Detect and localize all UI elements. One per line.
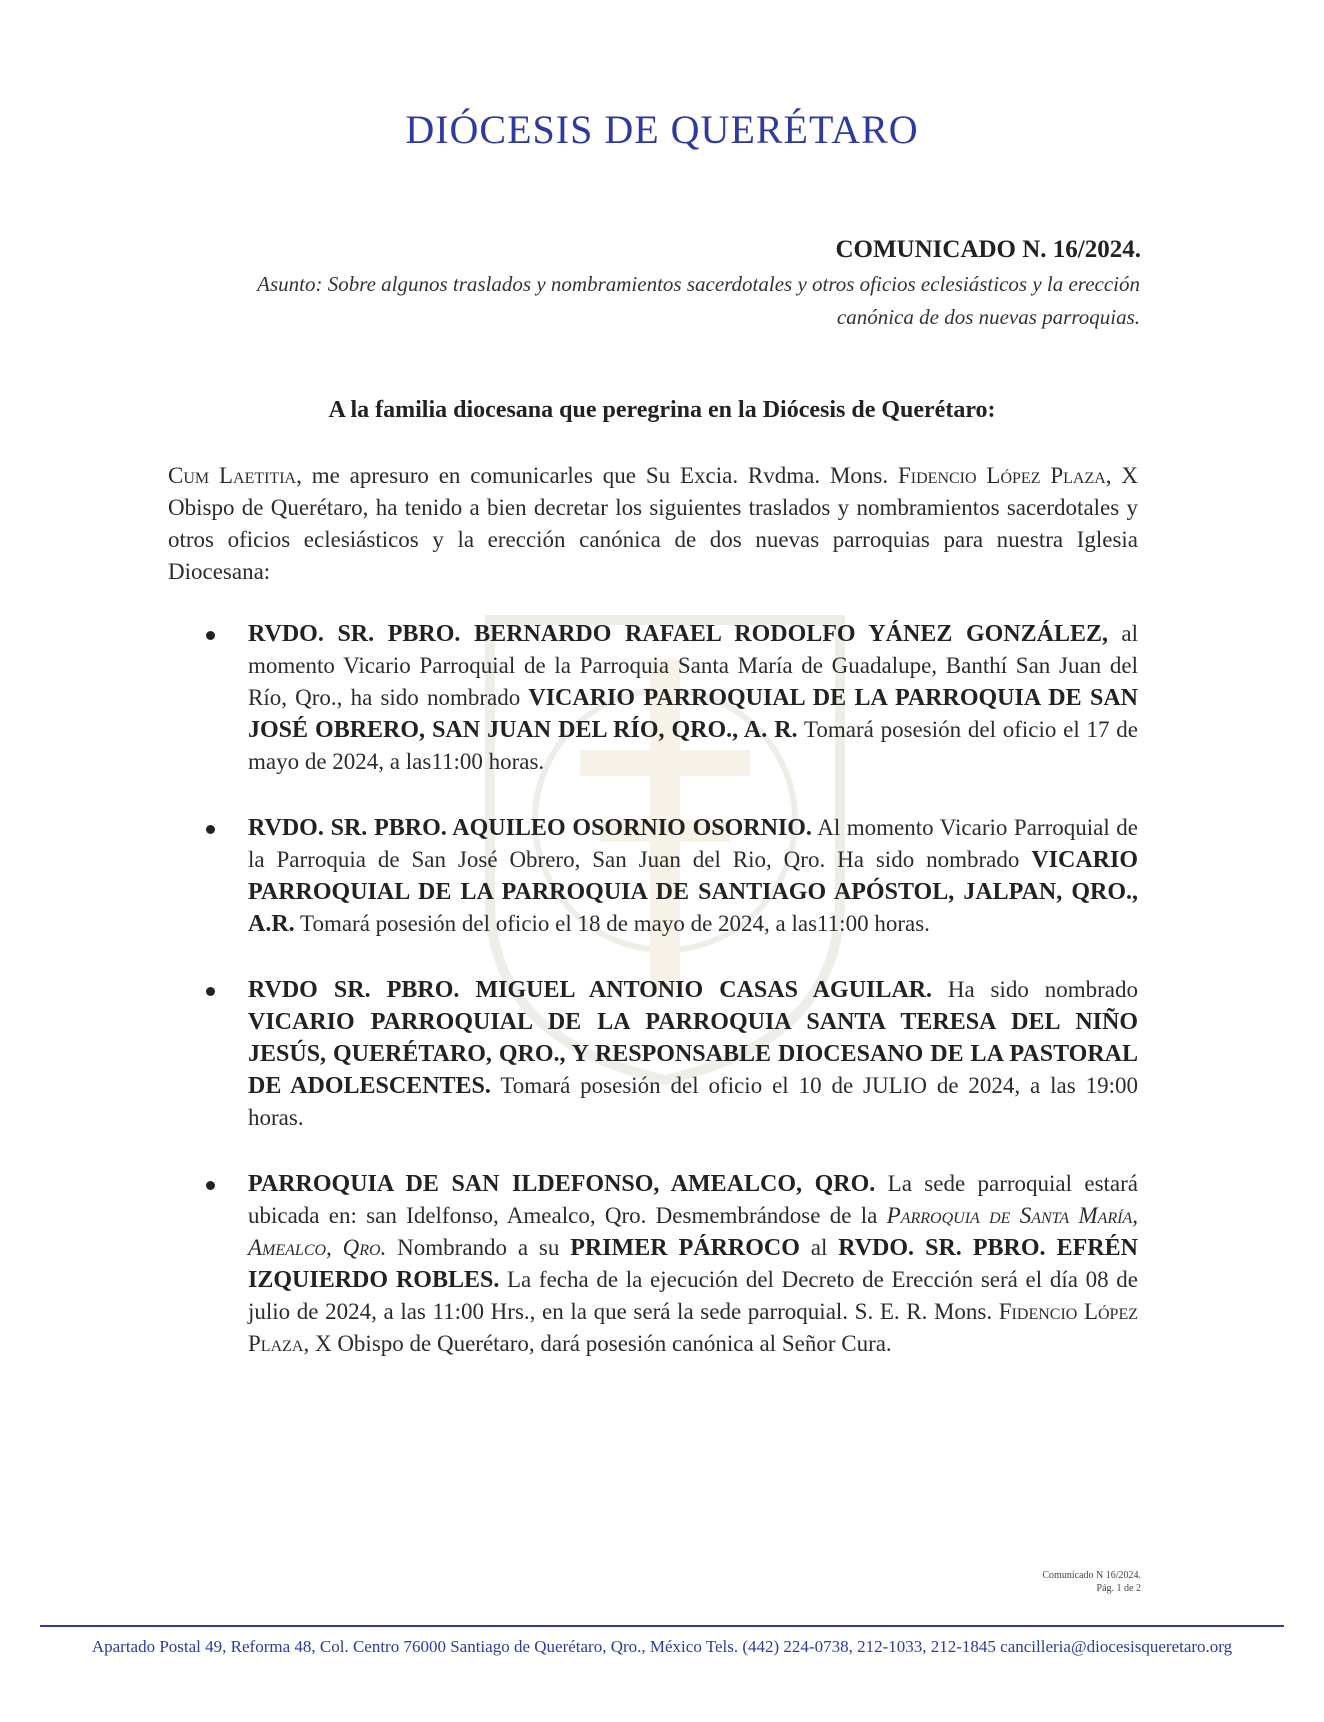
appointments-list [203, 618, 1138, 1394]
item-text: Tomará posesión del oficio el 18 de mayo de 2024, a las11:00 horas. [294, 911, 930, 936]
item-text: Nombrando a su [386, 1235, 571, 1260]
item-appointment: PRIMER PÁRROCO [570, 1235, 800, 1261]
list-item [203, 1168, 1138, 1360]
diocese-title: DIÓCESIS DE QUERÉTARO [405, 107, 919, 152]
item-appointment: VICARIO PARROQUIAL DE LA PARROQUIA SANTA TERESA DEL NIÑO JESÚS, QUERÉTARO, QRO., Y RESPONSABLE DIOCESANO DE LA PASTORAL DE ADOLESCENTES. [248, 1009, 1138, 1099]
list-item [203, 974, 1138, 1134]
item-text: Tomará posesión del oficio el 17 de mayo de 2024, a las11:00 horas. [248, 717, 1138, 774]
item-appointment: VICARIO PARROQUIAL DE LA PARROQUIA DE SANTIAGO APÓSTOL, JALPAN, QRO., A.R. [248, 847, 1138, 937]
page-number: Pág. 1 de 2 [1096, 1583, 1141, 1594]
page-note [1042, 1569, 1141, 1595]
item-name: RVDO. SR. PBRO. AQUILEO OSORNIO OSORNIO. [248, 815, 812, 841]
comunicado-number: COMUNICADO N. 16/2024. [835, 236, 1141, 263]
page-note-comunicado: Comunicado N 16/2024. [1042, 1570, 1141, 1581]
item-name: RVDO SR. PBRO. MIGUEL ANTONIO CASAS AGUILAR. [248, 977, 933, 1003]
item-appointment: VICARIO PARROQUIAL DE LA PARROQUIA DE SAN JOSÉ OBRERO, SAN JUAN DEL RÍO, QRO., A. R. [248, 685, 1139, 743]
item-name: PARROQUIA DE SAN ILDEFONSO, AMEALCO, QRO. [248, 1171, 876, 1197]
subject-line-1: Asunto: Sobre algunos traslados y nombramientos sacerdotales y otros oficios eclesiásticos y la erección [257, 272, 1140, 296]
item-text: Al momento Vicario Parroquial de la Parroquia de San José Obrero, San Juan del Rio, Qro. Ha sido nombrado [248, 815, 1138, 872]
item-parish-italic: Parroquia de Santa María, Amealco, Qro. [248, 1203, 1139, 1260]
greeting: A la familia diocesana que peregrina en la Diócesis de Querétaro: [328, 397, 996, 423]
bullet-icon [206, 631, 215, 640]
item-priest-name: RVDO. SR. PBRO. EFRÉN IZQUIERDO ROBLES. [248, 1235, 1138, 1293]
footer-address: Apartado Postal 49, Reforma 48, Col. Centro 76000 Santiago de Querétaro, Qro., México Tels. (442) 224-0738, 212-1033, 212-1845 cancilleria@diocesisqueretaro.org [91, 1637, 1233, 1656]
subject-line-2: canónica de dos nuevas parroquias. [836, 305, 1140, 329]
bullet-icon [206, 1181, 215, 1190]
intro-text-1: , me apresuro en comunicarles que Su Excia. Rvdma. Mons. [296, 463, 898, 488]
bullet-icon [206, 825, 215, 834]
bullet-icon [206, 987, 215, 996]
item-text: , X Obispo de Querétaro, dará posesión canónica al Señor Cura. [303, 1331, 892, 1356]
item-text: Ha sido nombrado [932, 977, 1138, 1002]
footer-divider [40, 1625, 1284, 1627]
intro-text-2: , X Obispo de Querétaro, ha tenido a bien decretar los siguientes traslados y nombramientos sacerdotales y otros oficios eclesiásticos y la erección canónica de dos nuevas parroquias para nuestra Iglesia Diocesana: [168, 463, 1138, 584]
item-text: al [799, 1235, 839, 1260]
subject-line [170, 268, 1140, 334]
item-bishop-name: Fidencio López Plaza [248, 1299, 1138, 1356]
intro-bishop-name: Fidencio López Plaza [898, 463, 1106, 488]
item-name: RVDO. SR. PBRO. BERNARDO RAFAEL RODOLFO YÁNEZ GONZÁLEZ, [248, 621, 1108, 647]
item-text: Tomará posesión del oficio el 10 de JULIO de 2024, a las 19:00 horas. [248, 1073, 1138, 1130]
intro-cum-laetitia: Cum Laetitia [168, 463, 297, 488]
item-text: al momento Vicario Parroquial de la Parroquia Santa María de Guadalupe, Banthí San Juan del Río, Qro., ha sido nombrado [248, 621, 1138, 710]
list-item [203, 618, 1138, 778]
intro-paragraph [168, 460, 1138, 588]
list-item [203, 812, 1138, 940]
item-text: La fecha de la ejecución del Decreto de Erección será el día 08 de julio de 2024, a las 11:00 Hrs., en la que será la sede parroquial. S. E. R. Mons. [248, 1267, 1138, 1324]
item-text: La sede parroquial estará ubicada en: san Idelfonso, Amealco, Qro. Desmembrándose de la [248, 1171, 1138, 1228]
